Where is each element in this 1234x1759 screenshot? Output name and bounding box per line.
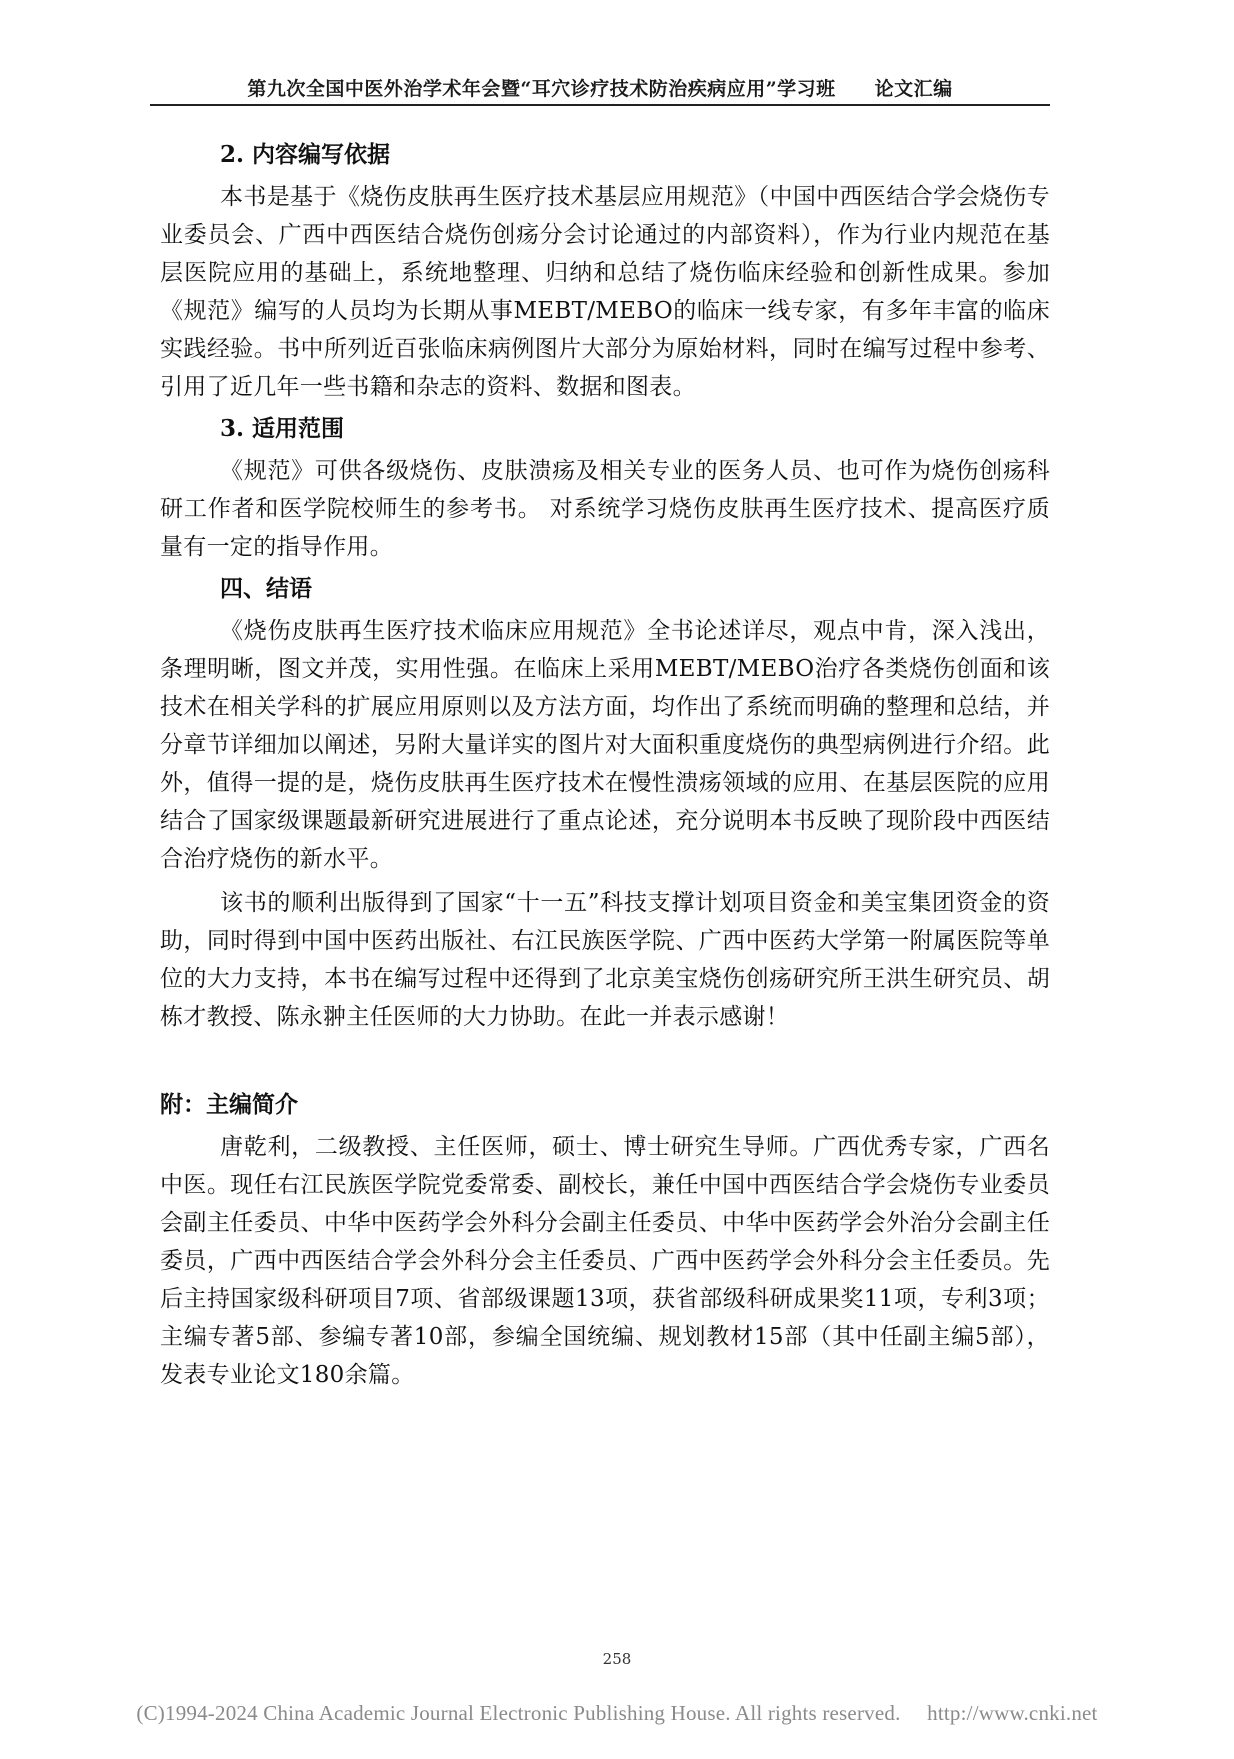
conclusion-paragraph-1: 《烧伤皮肤再生医疗技术临床应用规范》全书论述详尽，观点中肯，深入浅出，条理明晰，图文并茂，实用性强。在临床上采用MEBT/MEBO治疗各类烧伤创面和该技术在相关学科的扩展应用原则以及方法方面，均作出了系统而明确的整理和总结，并分章节详细加以阐述，另附大量详实的图片对大面积重度烧伤的典型病例进行介绍。此外，值得一提的是，烧伤皮肤再生医疗技术在慢性溃疡领域的应用、在基层医院的应用结合了国家级课题最新研究进展进行了重点论述，充分说明本书反映了现阶段中西医结合治疗烧伤的新水平。	[160, 618, 1050, 872]
conclusion-paragraph-2: 该书的顺利出版得到了国家“十一五”科技支撑计划项目资金和美宝集团资金的资助，同时得到中国中医药出版社、右江民族医学院、广西中医药大学第一附属医院等单位的大力支持，本书在编写过程中还得到了北京美宝烧伤创疡研究所王洪生研究员、胡栋才教授、陈永翀主任医师的大力协助。在此一并表示感谢！	[160, 890, 1050, 1030]
section-2-paragraph: 本书是基于《烧伤皮肤再生医疗技术基层应用规范》（中国中西医结合学会烧伤专业委员会、广西中西医结合烧伤创疡分会讨论通过的内部资料），作为行业内规范在基层医院应用的基础上，系统地整理、归纳和总结了烧伤临床经验和创新性成果。参加《规范》编写的人员均为长期从事MEBT/MEBO的临床一线专家，有多年丰富的临床实践经验。书中所列近百张临床病例图片大部分为原始材料，同时在编写过程中参考、引用了近几年一些书籍和杂志的资料、数据和图表。	[160, 184, 1050, 400]
section-heading-3: 3. 适用范围	[220, 415, 345, 442]
section-heading-2: 2. 内容编写依据	[220, 141, 391, 168]
section-heading-conclusion: 四、结语	[220, 575, 312, 602]
section-3-paragraph: 《规范》可供各级烧伤、皮肤溃疡及相关专业的医务人员、也可作为烧伤创疡科研工作者和医学院校师生的参考书。 对系统学习烧伤皮肤再生医疗技术、提高医疗质量有一定的指导作用。	[160, 458, 1050, 560]
running-header: 第九次全国中医外治学术年会暨“耳穴诊疗技术防治疾病应用”学习班 论文汇编	[247, 78, 953, 100]
header-rule	[150, 104, 1050, 106]
appendix-paragraph: 唐乾利，二级教授、主任医师，硕士、博士研究生导师。广西优秀专家，广西名中医。现任右江民族医学院党委常委、副校长，兼任中国中西医结合学会烧伤专业委员会副主任委员、中华中医药学会外科分会副主任委员、中华中医药学会外治分会副主任委员，广西中西医结合学会外科分会主任委员、广西中医药学会外科分会主任委员。先后主持国家级科研项目7项、省部级课题13项，获省部级科研成果奖11项，专利3项；主编专著5部、参编专著10部，参编全国统编、规划教材15部（其中任副主编5部），发表专业论文180余篇。	[160, 1134, 1050, 1388]
copyright-footer: (C)1994-2024 China Academic Journal Electronic Publishing House. All rights reserved. http://www.cnki.net	[136, 1701, 1098, 1725]
document-body	[160, 138, 1050, 1400]
page-number: 258	[602, 1650, 632, 1668]
appendix-heading: 附：主编简介	[160, 1091, 298, 1118]
